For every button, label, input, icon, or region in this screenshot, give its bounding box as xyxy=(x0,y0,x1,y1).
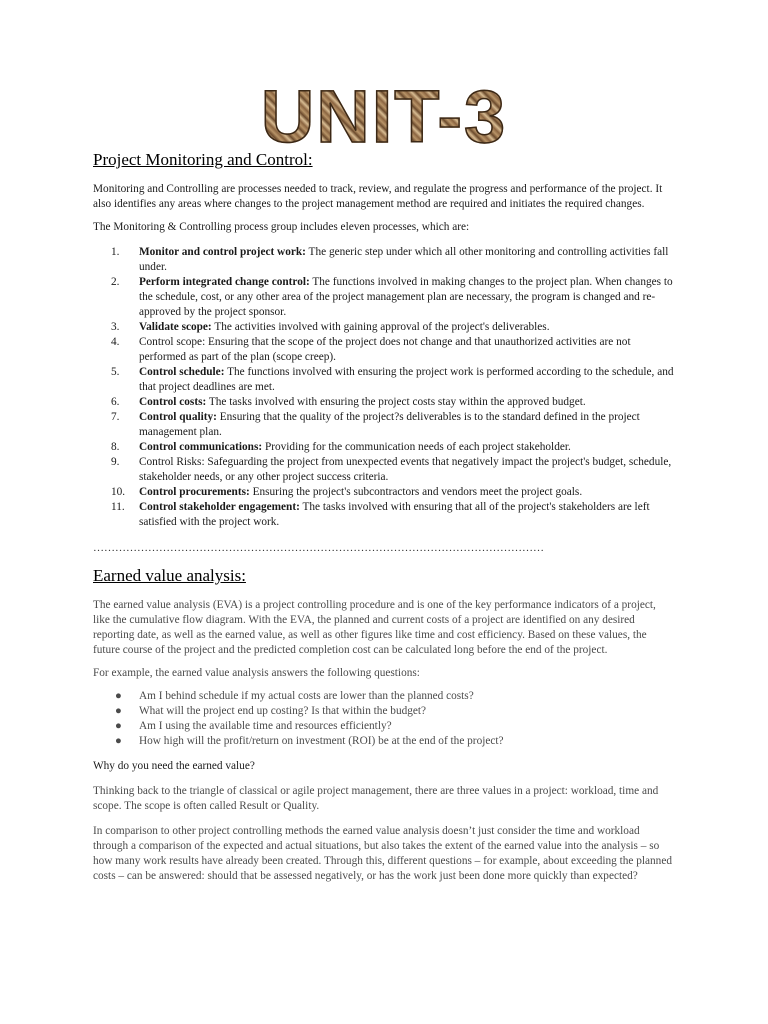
eva-section xyxy=(93,598,675,884)
process-list xyxy=(93,245,675,530)
list-item: 8. Control communications: Providing for the communication needs of each project stakeholder. xyxy=(111,441,571,453)
list-item: 6. Control costs: The tasks involved with ensuring the project costs stay within the approved budget. xyxy=(111,396,586,408)
list-item: 4. Control scope: Ensuring that the scope of the project does not change and that unauthorized activities are not performed as part of the plan (scope creep). xyxy=(111,336,631,363)
unit-title: UNIT-3 xyxy=(260,75,508,158)
list-item: ● Am I using the available time and resources efficiently? xyxy=(115,720,392,732)
list-item: 1. Monitor and control project work: The generic step under which all other monitoring and controlling activities fall under. xyxy=(111,246,669,273)
eva-paragraph-4: In comparison to other project controlling methods the earned value analysis doesn’t just consider the time and workload through a comparison of the expected and actual situations, but also takes the extent of the earned value into the analysis – so how many work results have already been created. Through this, different questions – for example, about exceeding the planned costs – can be answered: should that be assessed negatively, or has the work just been done more quickly than expected? xyxy=(93,825,672,882)
intro-paragraph: Monitoring and Controlling are processes needed to track, review, and regulate the progress and performance of the project. It also identifies any areas where changes to the project management method are required and initiates the required changes. xyxy=(93,183,663,210)
bullet-icon: ● xyxy=(115,720,122,732)
bullet-icon: ● xyxy=(115,735,122,747)
document-body xyxy=(93,150,675,884)
questions-list xyxy=(93,689,675,749)
why-heading: Why do you need the earned value? xyxy=(93,760,255,772)
section-heading-monitoring: Project Monitoring and Control: xyxy=(93,150,313,169)
list-item: 10. Control procurements: Ensuring the project's subcontractors and vendors meet the project goals. xyxy=(111,486,583,498)
list-item: 9. Control Risks: Safeguarding the project from unexpected events that negatively impact the project's budget, schedule, stakeholder needs, or any other project success criteria. xyxy=(111,456,672,483)
list-item: 11. Control stakeholder engagement: The tasks involved with ensuring that all of the project's stakeholders are left satisfied with the project work. xyxy=(111,501,650,528)
list-item: ● Am I behind schedule if my actual costs are lower than the planned costs? xyxy=(115,690,474,702)
processes-lead: The Monitoring & Controlling process group includes eleven processes, which are: xyxy=(93,221,470,233)
bullet-icon: ● xyxy=(115,705,122,717)
section-heading-eva: Earned value analysis: xyxy=(93,566,246,585)
list-item: 7. Control quality: Ensuring that the quality of the project?s deliverables is to the standard defined in the project management plan. xyxy=(111,411,640,438)
list-item: 5. Control schedule: The functions involved with ensuring the project work is performed according to the schedule, and that project deadlines are met. xyxy=(111,366,674,393)
dotted-separator: …………………………………………………………………………………………………………… xyxy=(93,542,544,554)
list-item: ● How high will the profit/return on investment (ROI) be at the end of the project? xyxy=(115,735,504,747)
eva-paragraph-2: For example, the earned value analysis answers the following questions: xyxy=(93,667,420,679)
list-item: 3. Validate scope: The activities involved with gaining approval of the project's deliverables. xyxy=(111,321,550,333)
title-banner xyxy=(0,75,768,158)
eva-paragraph-1: The earned value analysis (EVA) is a project controlling procedure and is one of the key performance indicators of a project, like the cumulative flow diagram. With the EVA, the planned and current costs of a project are identified on any desired reporting date, as well as the earned value, as well as other figures like time and cost efficiency. Based on these values, the future course of the project and the predicted completion cost can be calculated long before the end of the project. xyxy=(93,599,656,656)
list-item: 2. Perform integrated change control: The functions involved in making changes to the project plan. When changes to the schedule, cost, or any other area of the project management plan are necessary, the program is changed and re-approved by the project sponsor. xyxy=(111,276,673,318)
list-item: ● What will the project end up costing? Is that within the budget? xyxy=(115,705,427,717)
eva-paragraph-3: Thinking back to the triangle of classical or agile project management, there are three values in a project: workload, time and scope. The scope is often called Result or Quality. xyxy=(93,785,659,812)
bullet-icon: ● xyxy=(115,690,122,702)
